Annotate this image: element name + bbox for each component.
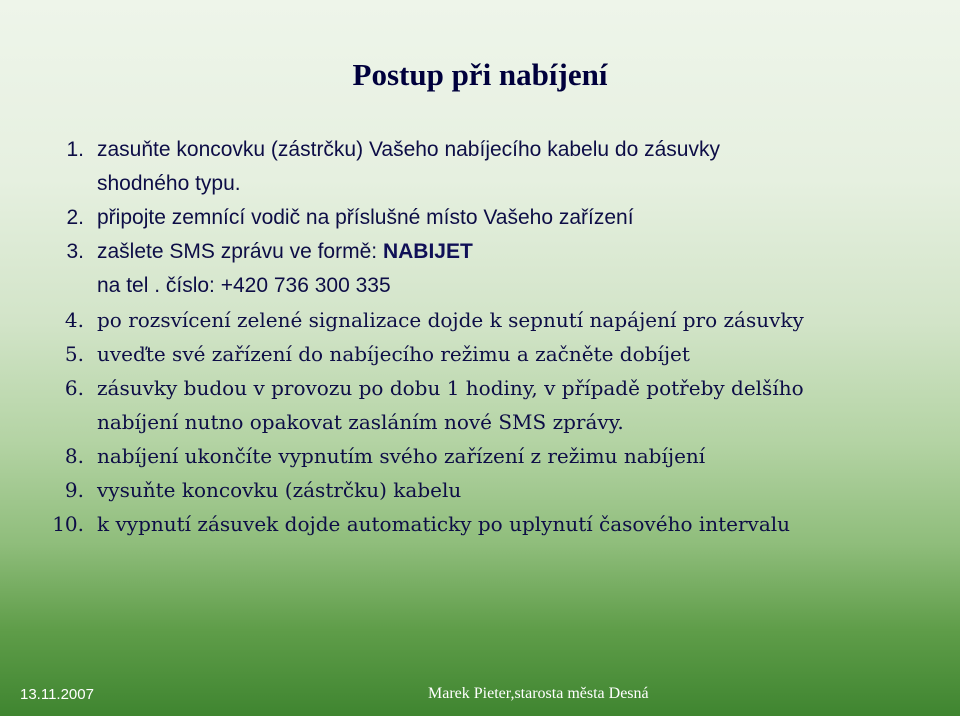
step-number: 5. (64, 342, 84, 366)
list-item (46, 473, 926, 507)
step-text-continued: na tel . číslo: +420 736 300 335 (97, 274, 391, 297)
step-text: nabíjení ukončíte vypnutím svého zařízení z režimu nabíjení (97, 444, 706, 468)
step-text: zásuvky budou v provozu po dobu 1 hodiny, v případě potřeby delšího (97, 376, 804, 400)
list-item (46, 201, 926, 235)
steps-list (46, 133, 926, 541)
list-item (46, 337, 926, 371)
step-text-continued: nabíjení nutno opakovat zasláním nové SMS zprávy. (97, 410, 624, 434)
footer-author: Marek Pieter,starosta města Desná (428, 685, 649, 702)
list-item (46, 371, 926, 439)
step-number: 4. (64, 308, 84, 332)
step-number: 1. (66, 138, 84, 161)
list-item (46, 133, 926, 201)
step-number: 8. (64, 444, 84, 468)
step-number: 9. (64, 478, 84, 502)
list-item (46, 439, 926, 473)
step-text: zasuňte koncovku (zástrčku) Vašeho nabíjecího kabelu do zásuvky (97, 138, 720, 161)
step-number: 10. (52, 512, 84, 536)
list-item (46, 235, 926, 303)
step-text: připojte zemnící vodič na příslušné místo Vašeho zařízení (97, 206, 634, 229)
footer-date: 13.11.2007 (20, 686, 94, 703)
list-item (46, 507, 926, 541)
step-text: po rozsvícení zelené signalizace dojde k sepnutí napájení pro zásuvky (97, 308, 804, 332)
sms-keyword: NABIJET (382, 240, 473, 263)
step-text-continued: shodného typu. (97, 172, 241, 195)
step-number: 6. (64, 376, 84, 400)
step-number: 3. (66, 240, 84, 263)
step-number: 2. (66, 206, 84, 229)
list-item (46, 303, 926, 337)
step-text: vysuňte koncovku (zástrčku) kabelu (97, 478, 462, 502)
slide-title: Postup při nabíjení (352, 57, 608, 92)
step-text: uveďte své zařízení do nabíjecího režimu a začněte dobíjet (97, 342, 690, 366)
step-text: k vypnutí zásuvek dojde automaticky po uplynutí časového intervalu (97, 512, 791, 536)
step-text: zašlete SMS zprávu ve formě: (97, 240, 383, 263)
